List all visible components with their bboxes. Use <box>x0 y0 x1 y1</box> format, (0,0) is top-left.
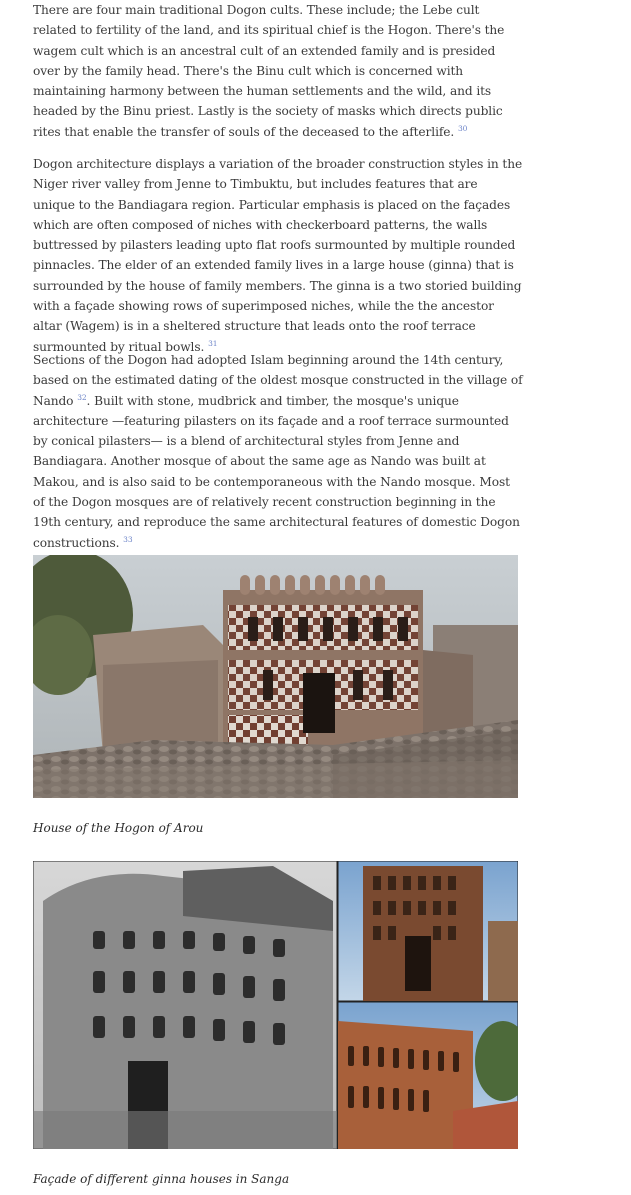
ginna-collage-photo <box>33 861 518 1149</box>
paragraph-islam: Sections of the Dogon had adopted Islam beginning around the 14th century, based on the estimated dating of the oldest mosque constructed in the village of Nando $^{32}$. Built with stone, mudbrick and timber, the mosque's unique architecture —featuring pilasters on its façade and a roof terrace surmounted by conical pilasters— is a blend of architectural styles from Jenne and Bandiagara. Another mosque of about the same age as Nando was built at Makou, and is also said to be contemporaneous with the Nando mosque. Most of the Dogon mosques are of relatively recent construction beginning in the 19th century, and reproduce the same architectural features of domestic Dogon constructions. $^{33}$ <box>33 353 523 550</box>
figure-hogon-house <box>33 555 518 835</box>
figure-caption-hogon: House of the Hogon of Arou <box>33 821 204 835</box>
footnote-link-33[interactable]: 33 <box>123 534 133 544</box>
paragraph-cults: There are four main traditional Dogon cults. These include; the Lebe cult related to fertility of the land, and its spiritual chief is the Hogon. There's the wagem cult which is an ancestral cult of an extended family and is presided over by the family head. There's the Binu cult which is concerned with maintaining harmony between the human settlements and the wild, and its headed by the Binu priest. Lastly is the society of masks which directs public rites that enable the transfer of souls of the deceased to the afterlife. $^{30}$ <box>33 3 505 139</box>
footnote-link-32[interactable]: 32 <box>77 392 87 402</box>
footnote-link-31[interactable]: 31 <box>208 338 218 348</box>
paragraph-architecture: Dogon architecture displays a variation of the broader construction styles in the Niger river valley from Jenne to Timbuktu, but includes features that are unique to the Bandiagara region. Particular emphasis is placed on the façades which are often composed of niches with checkerboard patterns, the walls buttressed by pilasters leading upto flat roofs surmounted by multiple rounded pinnacles. The elder of an extended family lives in a large house (ginna) that is surrounded by the house of family members. The ginna is a two storied building with a façade showing rows of superimposed niches, while the the ancestor altar (Wagem) is in a sheltered structure that leads onto the roof terrace surmounted by ritual bowls. $^{31}$ <box>33 157 523 354</box>
figure-caption-ginna: Façade of different ginna houses in Sanga <box>33 1172 290 1186</box>
footnote-link-30[interactable]: 30 <box>457 123 468 133</box>
figure-ginna-facades <box>33 861 518 1186</box>
hogon-house-photo <box>33 555 518 798</box>
